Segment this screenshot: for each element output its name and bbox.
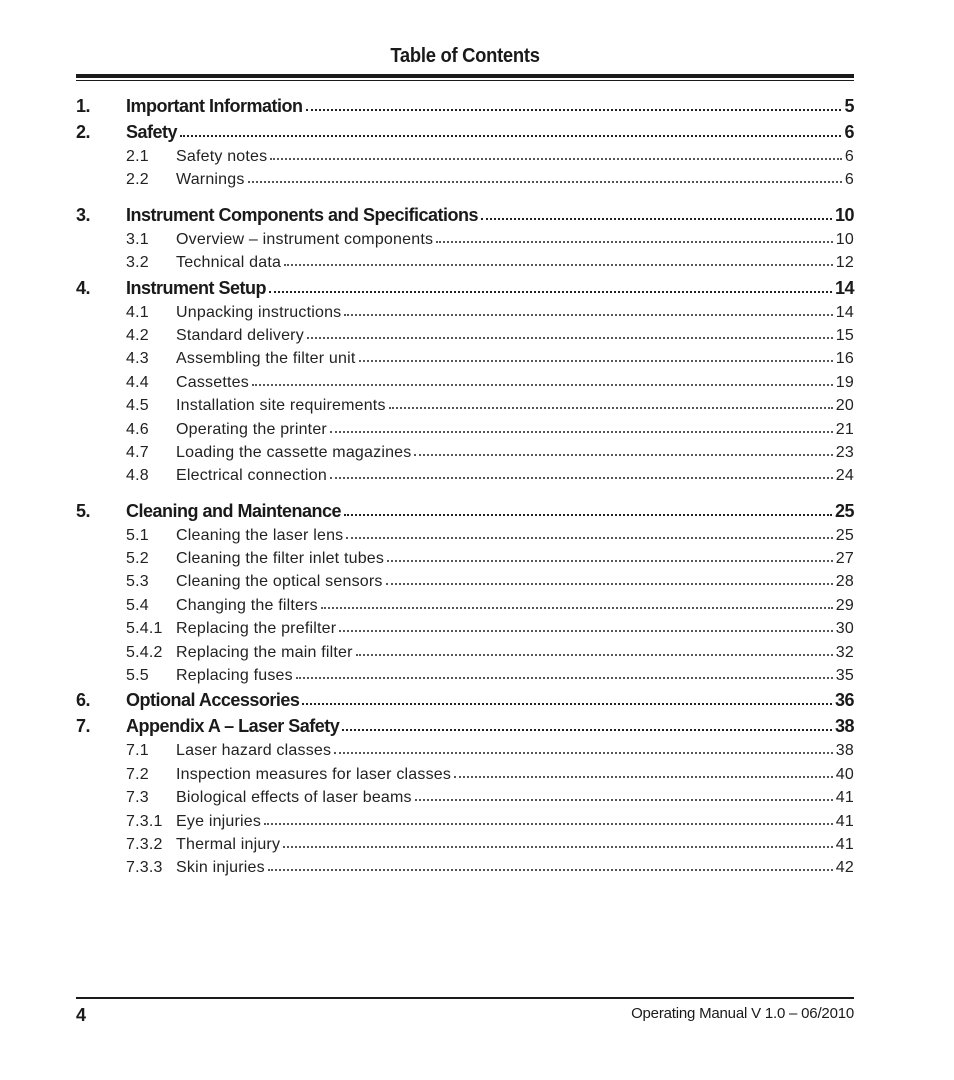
- toc-entry-body: [176, 467, 854, 485]
- toc-entry-number: 7.: [76, 716, 91, 737]
- toc-entry-number: 7.1: [126, 742, 149, 760]
- toc-entry-number: 5.4.2: [126, 643, 163, 661]
- toc-entry[interactable]: [76, 374, 854, 397]
- toc-entry-page: 25: [834, 500, 854, 521]
- toc-dot-leader: [414, 453, 832, 456]
- toc-entry[interactable]: [76, 171, 854, 194]
- toc-dot-leader: [307, 336, 833, 339]
- toc-entry-body: [176, 350, 854, 368]
- toc-dot-leader: [321, 606, 833, 609]
- toc-entry-number: 4.2: [126, 326, 149, 344]
- toc-entry-body: [126, 96, 854, 117]
- toc-entry-body: [176, 813, 854, 831]
- toc-entry-label: Important Information: [126, 96, 303, 116]
- toc-entry[interactable]: [76, 231, 854, 254]
- toc-entry-body: [176, 148, 854, 166]
- toc-entry-label: Cassettes: [176, 373, 249, 391]
- toc-dot-leader: [339, 629, 833, 632]
- toc-entry[interactable]: [76, 421, 854, 444]
- toc-entry-label: Overview – instrument components: [176, 230, 434, 248]
- toc-entry-number: 7.3.2: [126, 835, 163, 853]
- toc-entry-page: 23: [835, 443, 854, 461]
- toc-entry-page: 35: [835, 667, 854, 685]
- toc-entry-number: 7.2: [126, 765, 149, 783]
- toc-entry-body: [176, 836, 854, 854]
- toc-dot-leader: [252, 383, 833, 386]
- toc-entry-page: 38: [834, 716, 854, 737]
- toc-entry-body: [176, 231, 854, 249]
- toc-entry-number: 5.4.1: [126, 620, 163, 638]
- toc-dot-leader: [359, 359, 833, 362]
- toc-entry-number: 2.2: [126, 171, 149, 189]
- toc-entry-page: 6: [844, 122, 854, 142]
- toc-entry-label: Instrument Setup: [126, 277, 267, 298]
- footer-page-number: 4: [76, 1005, 87, 1025]
- toc-entry-page: 6: [844, 148, 854, 165]
- toc-entry-label: Cleaning the optical sensors: [176, 573, 383, 591]
- toc-entry-page: 41: [835, 789, 854, 807]
- toc-entry-label: Laser hazard classes: [176, 742, 332, 760]
- toc-entry-page: 41: [835, 835, 854, 853]
- toc-entry-number: 7.3.1: [126, 812, 163, 830]
- toc-entry-label: Installation site requirements: [176, 397, 386, 415]
- toc-entry-label: Safety notes: [176, 148, 268, 165]
- toc-entry-body: [176, 597, 854, 615]
- toc-dot-leader: [330, 476, 833, 479]
- header-rule-thin: [76, 80, 854, 81]
- footer-rule: [76, 997, 854, 999]
- toc-entry-page: 12: [835, 254, 854, 272]
- toc-entry-label: Skin injuries: [176, 859, 265, 877]
- footer-manual-version: Operating Manual V 1.0 – 06/2010: [631, 1005, 854, 1022]
- toc-entry-body: [176, 421, 854, 439]
- page-title: Table of Contents: [390, 45, 540, 67]
- toc-entry[interactable]: [76, 205, 854, 231]
- toc-entry-number: 5.5: [126, 667, 149, 685]
- toc-entry-page: 30: [835, 620, 854, 638]
- toc-entry[interactable]: [76, 836, 854, 859]
- toc-entry-number: 7.3: [126, 789, 149, 807]
- toc-entry-body: [176, 171, 854, 189]
- toc-dot-leader: [284, 263, 833, 266]
- toc-dot-leader: [386, 582, 833, 585]
- toc-entry[interactable]: [76, 859, 854, 882]
- toc-entry-page: 10: [835, 230, 854, 248]
- toc-entry-label: Warnings: [176, 171, 245, 189]
- toc-entry[interactable]: [76, 813, 854, 836]
- toc-dot-leader: [344, 313, 832, 316]
- toc-entry[interactable]: [76, 350, 854, 373]
- toc-entry-page: 29: [835, 596, 854, 614]
- toc-entry-body: [176, 327, 854, 345]
- toc-entry-body: [176, 254, 854, 272]
- toc-dot-leader: [248, 180, 842, 183]
- toc-entry[interactable]: [76, 304, 854, 327]
- toc-entry-body: [126, 690, 854, 711]
- toc-entry-page: 40: [835, 765, 854, 783]
- toc-dot-leader: [346, 536, 832, 539]
- toc-entry-label: Thermal injury: [176, 835, 281, 853]
- toc-entry-label: Operating the printer: [176, 420, 327, 438]
- toc-entry-label: Biological effects of laser beams: [176, 789, 412, 807]
- toc-entry-label: Cleaning the laser lens: [176, 526, 344, 544]
- toc-entry[interactable]: [76, 620, 854, 643]
- toc-dot-leader: [387, 559, 833, 562]
- toc-entry-body: [176, 374, 854, 392]
- toc-entry-label: Cleaning and Maintenance: [126, 500, 342, 521]
- toc-entry-label: Safety: [126, 122, 178, 142]
- toc-entry-number: 6.: [76, 690, 91, 711]
- toc-dot-leader: [389, 406, 833, 409]
- toc-dot-leader: [344, 513, 832, 516]
- toc-entry-page: 42: [835, 859, 854, 877]
- toc-entry-label: Cleaning the filter inlet tubes: [176, 550, 385, 568]
- toc-dot-leader: [268, 868, 833, 871]
- toc-entry-number: 4.6: [126, 420, 149, 438]
- toc-entry-body: [176, 444, 854, 462]
- toc-entry-body: [176, 766, 854, 784]
- toc-dot-leader: [436, 240, 833, 243]
- toc-entry[interactable]: [76, 96, 854, 122]
- toc-entry-number: 2.1: [126, 148, 149, 165]
- toc-entry-number: 4.7: [126, 443, 149, 461]
- toc-dot-leader: [180, 134, 841, 137]
- toc-entry-number: 5.3: [126, 573, 149, 591]
- header-rule-thick: [76, 74, 854, 78]
- toc-entry-body: [176, 742, 854, 760]
- toc-entry-body: [126, 278, 854, 299]
- toc-entry-page: 41: [835, 812, 854, 830]
- toc-entry-label: Standard delivery: [176, 326, 304, 344]
- toc-entry-number: 4.8: [126, 467, 149, 485]
- toc-entry[interactable]: [76, 444, 854, 467]
- toc-entry-body: [176, 620, 854, 638]
- toc-entry-page: 16: [835, 350, 854, 368]
- toc-entry-page: 25: [835, 526, 854, 544]
- toc-dot-leader: [356, 653, 833, 656]
- toc-entry-number: 7.3.3: [126, 859, 163, 877]
- toc-entry-page: 38: [835, 742, 854, 760]
- toc-entry-number: 3.1: [126, 230, 149, 248]
- toc-entry-label: Technical data: [176, 254, 282, 272]
- toc-dot-leader: [415, 798, 833, 801]
- toc-entry-label: Replacing the main filter: [176, 643, 353, 661]
- toc-entry[interactable]: [76, 690, 854, 716]
- toc-entry-body: [126, 501, 854, 522]
- toc-dot-leader: [454, 775, 833, 778]
- toc-dot-leader: [481, 217, 832, 220]
- toc-entry[interactable]: [76, 766, 854, 789]
- toc-entry-number: 4.1: [126, 303, 149, 321]
- toc-entry-body: [126, 716, 854, 737]
- toc-entry-page: 36: [834, 690, 854, 711]
- toc-entry-number: 4.5: [126, 397, 149, 415]
- toc-entry-label: Changing the filters: [176, 596, 318, 614]
- toc-dot-leader: [283, 845, 833, 848]
- toc-entry-body: [176, 550, 854, 568]
- toc-entry[interactable]: [76, 716, 854, 742]
- toc-entry-label: Appendix A – Laser Safety: [126, 716, 340, 737]
- toc-entry[interactable]: [76, 573, 854, 596]
- toc-entry-page: 21: [835, 420, 854, 438]
- toc-entry-body: [176, 667, 854, 685]
- toc-dot-leader: [270, 157, 842, 160]
- toc-entry-number: 5.: [76, 500, 91, 521]
- toc-entry-page: 14: [835, 303, 854, 321]
- toc-entry[interactable]: [76, 789, 854, 812]
- toc-entry-label: Replacing fuses: [176, 667, 293, 685]
- toc-entry[interactable]: [76, 527, 854, 550]
- toc-entry-label: Electrical connection: [176, 467, 327, 485]
- toc-entry-page: 24: [835, 467, 854, 485]
- toc-entry-number: 3.2: [126, 254, 149, 272]
- toc-entry-body: [176, 789, 854, 807]
- toc-entry[interactable]: [76, 550, 854, 573]
- toc-entry[interactable]: [76, 667, 854, 690]
- toc-entry[interactable]: [76, 467, 854, 490]
- toc-entry-label: Optional Accessories: [126, 690, 300, 711]
- toc-entry-number: 1.: [76, 96, 91, 116]
- toc-dot-leader: [264, 822, 833, 825]
- toc-entry-label: Inspection measures for laser classes: [176, 765, 452, 783]
- toc-entry-page: 20: [835, 397, 854, 415]
- toc-entry-page: 5: [844, 96, 854, 116]
- toc-entry-body: [176, 527, 854, 545]
- toc-entry-label: Eye injuries: [176, 812, 262, 830]
- toc-entry[interactable]: [76, 122, 854, 148]
- toc-entry-body: [176, 573, 854, 591]
- toc-entry-body: [176, 304, 854, 322]
- toc-entry-number: 5.2: [126, 550, 149, 568]
- toc-entry[interactable]: [76, 597, 854, 620]
- toc-dot-leader: [330, 430, 833, 433]
- toc-entry-label: Loading the cassette magazines: [176, 443, 412, 461]
- toc-entry[interactable]: [76, 278, 854, 304]
- toc-dot-leader: [302, 702, 832, 705]
- toc-entry[interactable]: [76, 742, 854, 765]
- toc-dot-leader: [296, 676, 833, 679]
- toc-entry-body: [176, 644, 854, 662]
- toc-dot-leader: [334, 751, 833, 754]
- toc-entry-label: Instrument Components and Specifications: [126, 204, 479, 225]
- toc-entry-page: 27: [835, 550, 854, 568]
- toc-entry[interactable]: [76, 327, 854, 350]
- toc-entry-number: 4.: [76, 277, 91, 298]
- toc-entry-number: 4.3: [126, 350, 149, 368]
- toc-dot-leader: [342, 728, 832, 731]
- toc-dot-leader: [306, 108, 842, 111]
- toc-entry-label: Assembling the filter unit: [176, 350, 356, 368]
- toc-entry-label: Replacing the prefilter: [176, 620, 337, 638]
- toc-entry-page: 32: [835, 643, 854, 661]
- toc-entry-page: 14: [834, 277, 854, 298]
- toc-entry-number: 3.: [76, 204, 91, 225]
- toc-entry[interactable]: [76, 644, 854, 667]
- table-of-contents: [76, 96, 854, 883]
- toc-entry-page: 19: [835, 373, 854, 391]
- toc-entry-body: [176, 397, 854, 415]
- toc-entry-number: 2.: [76, 122, 91, 142]
- toc-entry[interactable]: [76, 254, 854, 277]
- toc-entry-label: Unpacking instructions: [176, 303, 342, 321]
- toc-entry[interactable]: [76, 501, 854, 527]
- toc-entry[interactable]: [76, 397, 854, 420]
- toc-dot-leader: [269, 290, 832, 293]
- toc-entry-page: 6: [844, 171, 854, 189]
- toc-entry-body: [126, 205, 854, 226]
- toc-entry-page: 15: [835, 326, 854, 344]
- toc-entry-number: 5.1: [126, 526, 149, 544]
- toc-entry-body: [126, 122, 854, 143]
- toc-entry-body: [176, 859, 854, 877]
- toc-entry-page: 10: [834, 204, 854, 225]
- toc-entry-page: 28: [835, 573, 854, 591]
- toc-entry-number: 4.4: [126, 373, 149, 391]
- toc-entry-number: 5.4: [126, 596, 149, 614]
- toc-entry[interactable]: [76, 148, 854, 171]
